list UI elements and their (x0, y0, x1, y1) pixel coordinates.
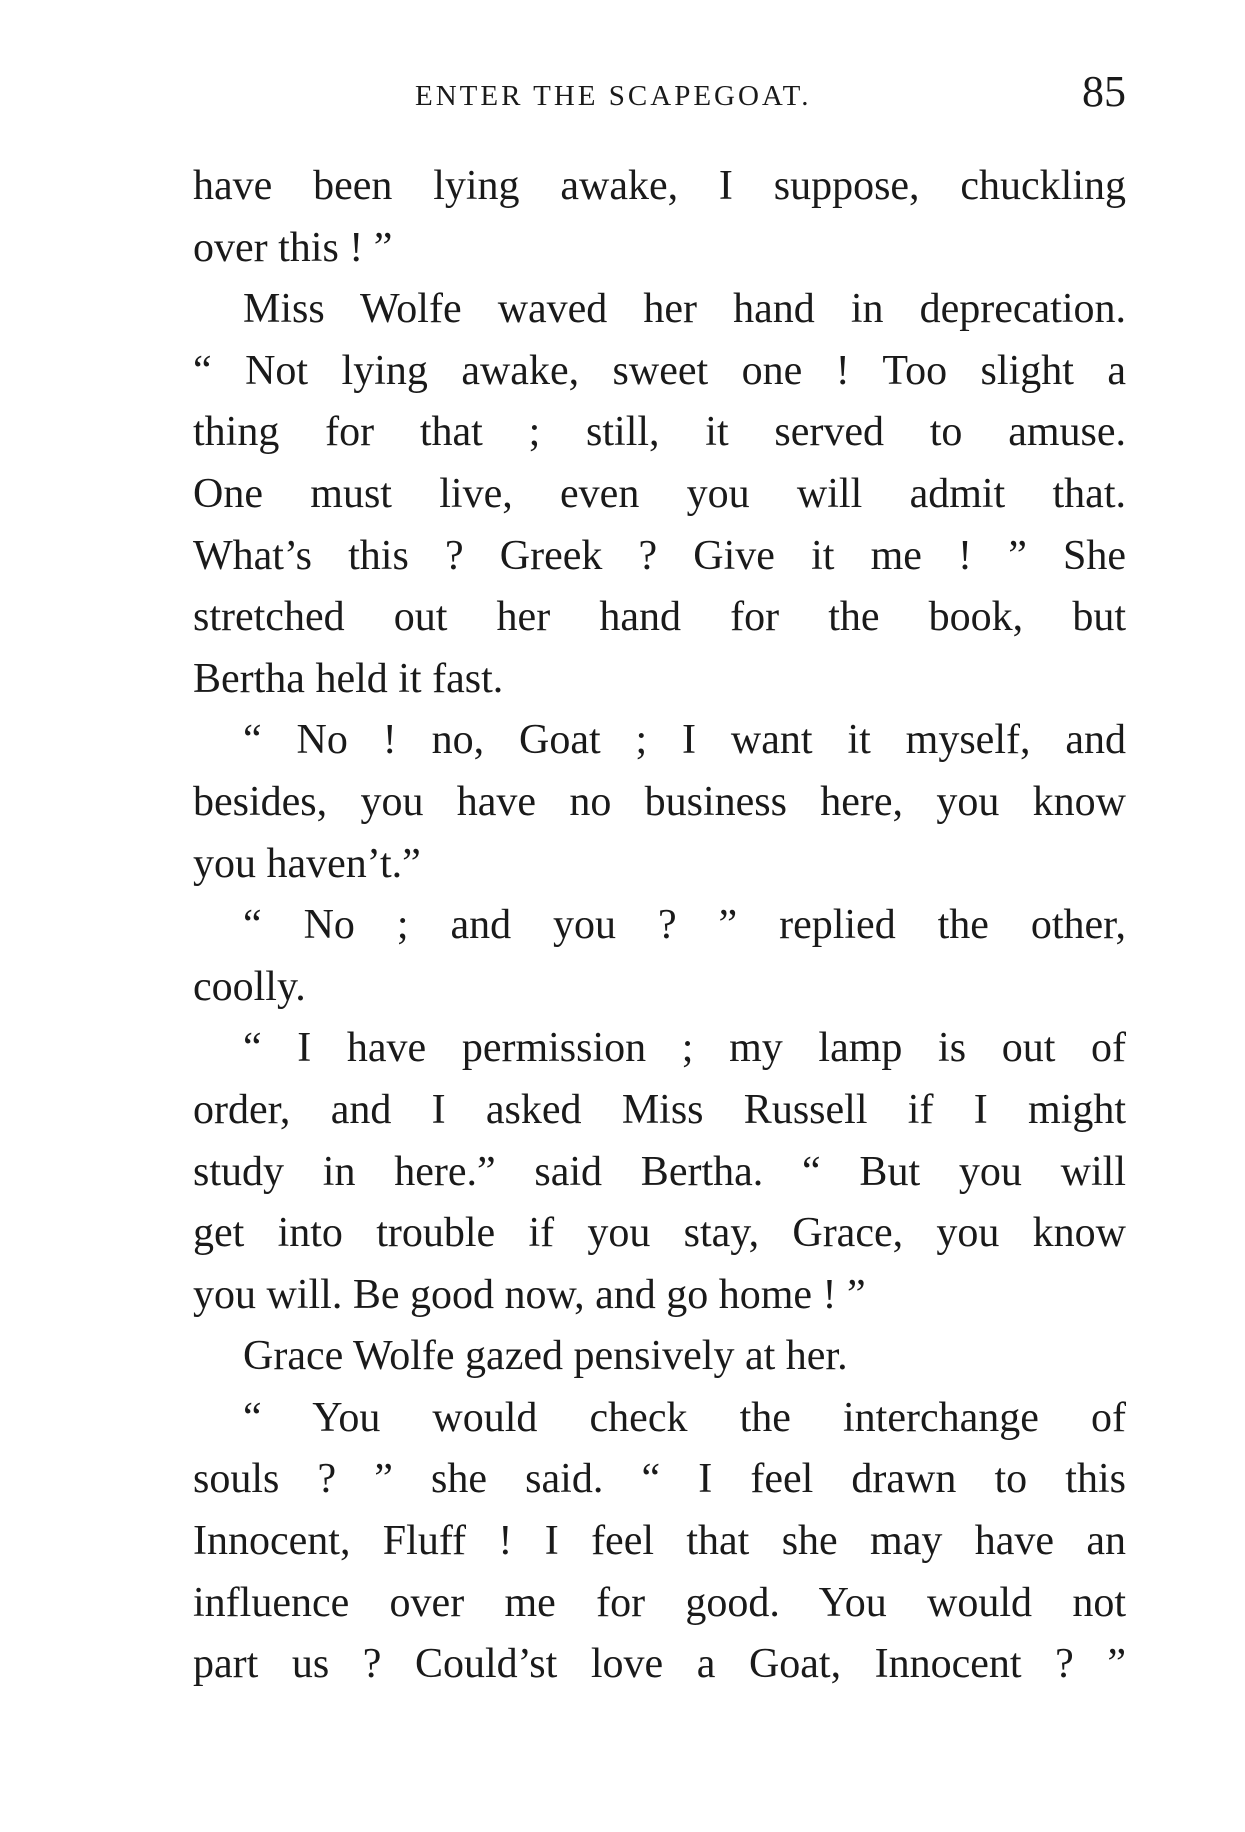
text-line: thing for that ; still, it served to amuse. (193, 409, 1126, 456)
text-line: Innocent, Fluff ! I feel that she may have an (193, 1518, 1126, 1565)
text-line: over this ! ” (193, 224, 393, 271)
text-line: Grace Wolfe gazed pensively at her. (243, 1333, 848, 1380)
text-line: part us ? Could’st love a Goat, Innocent ? ” (193, 1641, 1126, 1688)
text-line: order, and I asked Miss Russell if I might (193, 1086, 1126, 1133)
text-line: Miss Wolfe waved her hand in deprecation. (243, 286, 1126, 333)
text-line: “ You would check the interchange of (243, 1394, 1126, 1441)
text-line: you haven’t.” (193, 840, 421, 887)
text-line: One must live, even you will admit that. (193, 470, 1126, 517)
text-line: “ Not lying awake, sweet one ! Too slight a (193, 347, 1126, 394)
text-line: have been lying awake, I suppose, chuckling (193, 163, 1126, 209)
text-line: “ No ! no, Goat ; I want it myself, and (243, 717, 1126, 764)
text-line: you will. Be good now, and go home ! ” (193, 1271, 866, 1318)
text-line: souls ? ” she said. “ I feel drawn to this (193, 1456, 1126, 1503)
text-line: study in here.” said Bertha. “ But you will (193, 1148, 1126, 1195)
text-line: coolly. (193, 963, 306, 1010)
running-title: ENTER THE SCAPEGOAT. (415, 80, 812, 112)
page-number: 85 (1082, 67, 1126, 116)
text-line: What’s this ? Greek ? Give it me ! ” She (193, 532, 1126, 579)
text-line: “ I have permission ; my lamp is out of (243, 1025, 1126, 1072)
page-header (190, 66, 1130, 126)
text-line: influence over me for good. You would not (193, 1579, 1126, 1626)
text-line: stretched out her hand for the book, but (193, 594, 1126, 641)
text-line: Bertha held it fast. (193, 655, 504, 702)
text-line: get into trouble if you stay, Grace, you know (193, 1210, 1126, 1257)
text-line: “ No ; and you ? ” replied the other, (243, 902, 1126, 949)
text-line: besides, you have no business here, you know (193, 778, 1126, 825)
body-text (193, 156, 1126, 1696)
